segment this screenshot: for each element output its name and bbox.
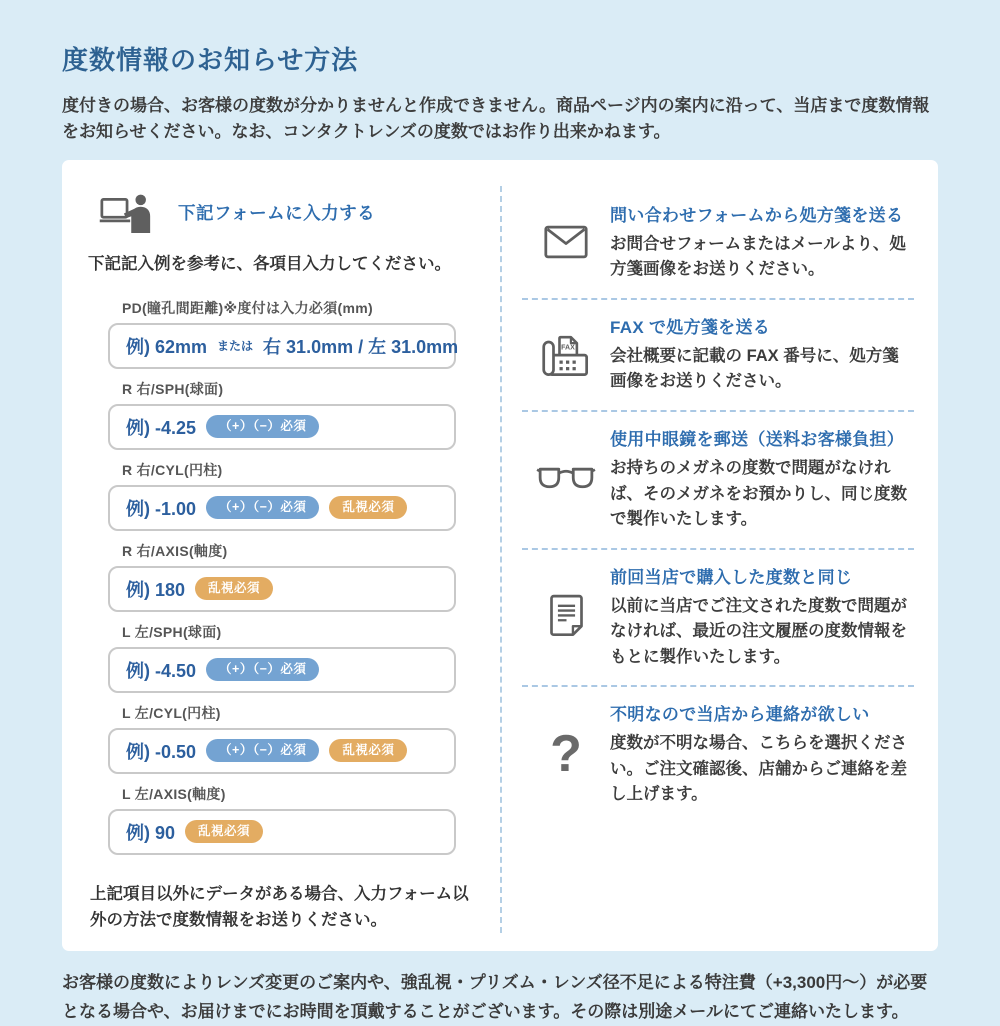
method-unknown-contact-me (522, 685, 914, 823)
glasses-icon (522, 465, 610, 492)
form-section (88, 186, 500, 934)
astigmatism-required-badge: 乱視必須 (329, 496, 407, 519)
field-label-r-cyl: R 右/CYL(円柱) (122, 461, 223, 478)
field-value: 例) 90 (126, 822, 176, 843)
field-value: 例) -1.00 (126, 498, 197, 519)
method-title: 前回当店で購入した度数と同じ (610, 567, 853, 587)
method-title: 問い合わせフォームから処方箋を送る (610, 205, 904, 225)
methods-section (500, 186, 914, 934)
field-value: 例) 62mm (126, 336, 208, 357)
field-joiner: または (217, 339, 254, 354)
method-body: お持ちのメガネの度数で問題がなければ、そのメガネをお預かりし、同じ度数で製作いたします。 (610, 458, 907, 529)
field-example-r-cyl (108, 485, 456, 531)
form-fields (108, 298, 459, 855)
intro-text: 度付きの場合、お客様の度数が分かりませんと作成できません。商品ページ内の案内に沿って、当店まで度数情報をお知らせください。なお、コンタクトレンズの度数ではお作り出来かねます。 (62, 96, 930, 142)
field-label-pd: PD(瞳孔間距離)※度付は入力必須(mm) (122, 299, 373, 316)
field-example-r-axis (108, 566, 456, 612)
method-text (610, 201, 914, 283)
form-section-heading: 下記フォームに入力する (178, 203, 376, 224)
question-icon (522, 725, 610, 784)
info-card (62, 160, 938, 952)
field-example-l-axis (108, 809, 456, 855)
mail-icon (522, 225, 610, 259)
method-contact-form (522, 188, 914, 298)
field-label-r-axis: R 右/AXIS(軸度) (122, 542, 228, 559)
method-body: 度数が不明な場合、こちらを選択ください。ご注文確認後、店舗からご連絡を差し上げます。 (610, 734, 907, 804)
field-value: 例) -4.25 (126, 417, 197, 438)
plus-minus-required-badge: （+）（−）必須 (206, 739, 319, 762)
plus-minus-required-badge: （+）（−）必須 (206, 415, 319, 438)
method-previous-order (522, 548, 914, 686)
field-value2: 右 31.0mm / 左 31.0mm (263, 336, 459, 357)
field-value: 例) 180 (126, 579, 186, 600)
question-glyph: ? (550, 725, 582, 784)
method-text (610, 563, 914, 671)
method-text (610, 425, 914, 533)
method-title: FAX で処方箋を送る (610, 317, 771, 337)
method-fax (522, 298, 914, 410)
astigmatism-required-badge: 乱視必須 (329, 739, 407, 762)
form-footer-note: 上記項目以外にデータがある場合、入力フォーム以外の方法で度数情報をお送りください。 (90, 884, 469, 930)
fax-icon-label: FAX (561, 344, 575, 352)
fax-icon (522, 331, 610, 377)
method-title: 不明なので当店から連絡が欲しい (610, 705, 870, 725)
method-mail-glasses (522, 410, 914, 548)
field-label-r-sph: R 右/SPH(球面) (122, 380, 224, 397)
plus-minus-required-badge: （+）（−）必須 (206, 658, 319, 681)
method-body: 会社概要に記載の FAX 番号に、処方箋画像をお送りください。 (610, 346, 899, 391)
method-text (610, 313, 914, 395)
astigmatism-required-badge: 乱視必須 (195, 577, 273, 600)
method-body: 以前に当店でご注文された度数で問題がなければ、最近の注文履歴の度数情報をもとに製作いたします。 (610, 596, 907, 666)
page-title: 度数情報のお知らせ方法 (62, 45, 359, 75)
field-example-l-sph (108, 647, 456, 693)
form-header (98, 192, 470, 234)
field-value: 例) -4.50 (126, 660, 197, 681)
footer-note: お客様の度数によりレンズ変更のご案内や、強乱視・プリズム・レンズ径不足による特注費（+3,300円〜）が必要となる場合や、お届けまでにお時間を頂戴することがございます。その際は別途メールにてご連絡いたします。 (62, 973, 928, 1021)
method-text (610, 700, 914, 808)
field-value: 例) -0.50 (126, 741, 197, 762)
method-title: 使用中眼鏡を郵送（送料お客様負担） (610, 429, 905, 449)
field-label-l-axis: L 左/AXIS(軸度) (122, 785, 226, 802)
field-label-l-sph: L 左/SPH(球面) (122, 623, 222, 640)
method-body: お問合せフォームまたはメールより、処方箋画像をお送りください。 (610, 234, 906, 279)
field-example-l-cyl (108, 728, 456, 774)
field-label-l-cyl: L 左/CYL(円柱) (122, 704, 221, 721)
document-icon (522, 594, 610, 639)
field-example-r-sph (108, 404, 456, 450)
form-instruction: 下記記入例を参考に、各項目入力してください。 (88, 254, 451, 273)
astigmatism-required-badge: 乱視必須 (185, 820, 263, 843)
field-example-pd (108, 323, 459, 369)
plus-minus-required-badge: （+）（−）必須 (206, 496, 319, 519)
person-at-computer-icon (98, 192, 154, 234)
